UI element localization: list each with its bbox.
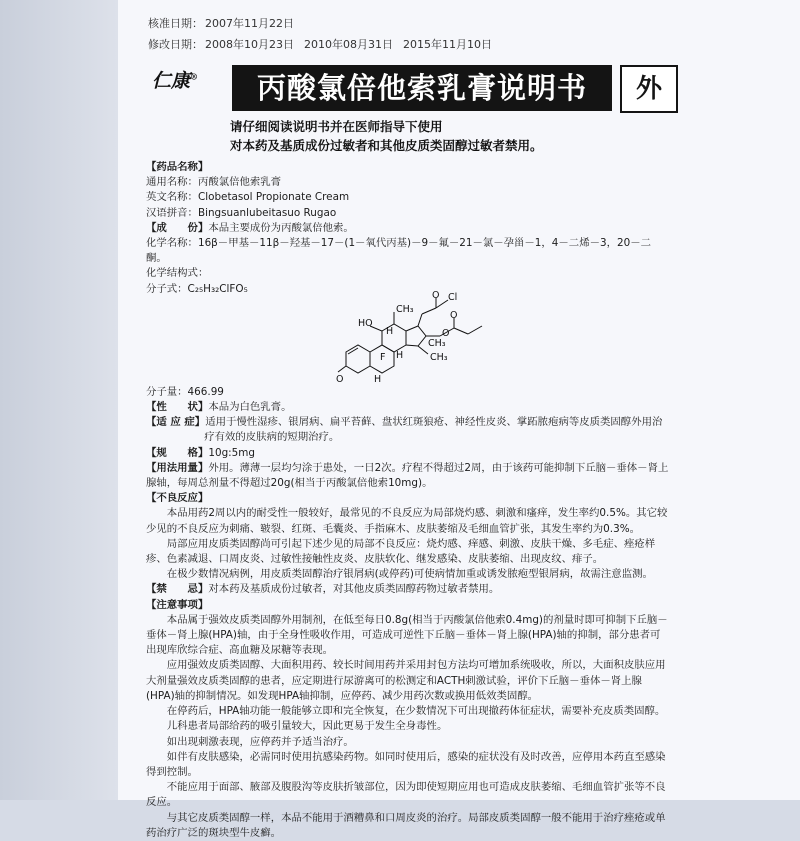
chemical-name: 化学名称：16β－甲基－11β－羟基－17－(1－氧代丙基)－9－氟－21－氯－孕甾－1，4－二烯－3，20－二酮。: [146, 237, 651, 265]
precautions-para-8: 与其它皮质类固醇一样，本品不能用于酒糟鼻和口周皮炎的治疗。局部皮质类固醇一般不能用于治疗痤疮或单药治疗广泛的斑块型牛皮癣。: [146, 811, 666, 839]
background-left-edge: [0, 0, 118, 800]
structure-atom-ch3-a: CH₃: [396, 303, 414, 315]
structure-atom-h3: H: [374, 373, 382, 385]
adverse-para-2: 局部应用皮质类固醇尚可引起下述少见的局部不良反应：烧灼感、痒感、刺激、皮肤干燥、多毛症、痤疮样疹、色素减退、口周皮炎、过敏性接触性皮炎、皮肤软化、继发感染、皮肤萎缩、出现皮纹、痱子。: [146, 537, 656, 566]
adverse-heading: 【不良反应】: [146, 492, 209, 505]
molecular-formula: 分子式：C₂₅H₃₂ClFO₅: [146, 282, 248, 295]
precautions-para-1: 本品属于强效皮质类固醇外用制剂，在低至每日0.8g(相当于丙酸氯倍他索0.4mg)的剂量时即可抑制下丘脑－垂体－肾上腺(HPA)轴，由于全身性吸收作用，可造成可逆性下丘脑－垂体－肾上腺(HPA)轴的抑制，部分患者可出现库欣综合症、高血糖及尿糖等表现。: [146, 613, 668, 657]
structure-atom-ho: HO: [358, 317, 373, 329]
structure-atom-o4: O: [450, 309, 458, 321]
usage-warning: [230, 117, 543, 155]
indications-section: [146, 415, 670, 445]
structure-atom-ch3-c: CH₃: [430, 351, 448, 363]
spec-heading: 【规 格】: [146, 446, 209, 459]
adverse-para-1: 本品用药2周以内的耐受性一般较好，最常见的不良反应为局部烧灼感、刺激和瘙痒，发生率约0.5%。其它较少见的不良反应为刺痛、皲裂、红斑、毛囊炎、手指麻木、皮肤萎缩及毛细血管扩张，其发生率约为0.3%。: [146, 507, 668, 535]
composition-text: 本品主要成份为丙酸氯倍他索。: [208, 221, 354, 234]
composition-heading: 【成 份】: [146, 221, 209, 234]
revise-date-2: 2010年08月31日: [304, 38, 393, 51]
structure-atom-o2: O: [432, 289, 440, 301]
precautions-para-6: 如伴有皮肤感染，必需同时使用抗感染药物。如同时使用后，感染的症状没有及时改善，应停用本药直至感染得到控制。: [146, 750, 666, 778]
appearance-heading: 【性 状】: [146, 401, 209, 414]
precautions-para-7: 不能应用于面部、腋部及腹股沟等皮肤折皱部位，因为即使短期应用也可造成皮肤萎缩、毛细血管扩张等不良反应。: [146, 781, 666, 809]
indications-heading: 【适 应 症】: [146, 416, 206, 429]
appearance-section: [146, 400, 670, 415]
usage-section: [146, 461, 670, 491]
structure-atom-cl: Cl: [448, 291, 458, 303]
brand-logo: [152, 66, 198, 93]
contra-text: 对本药及基质成份过敏者，对其他皮质类固醇药物过敏者禁用。: [208, 583, 500, 596]
precautions-para-2: 应用强效皮质类固醇、大面积用药、较长时间用药并采用封包方法均可增加系统吸收，所以，大面积皮肤应用大剂量强效皮质类固醇的患者，应定期进行尿游离可的松测定和ACTH刺激试验，评价下丘脑－垂体－肾上腺(HPA)轴的抑制情况。如发现HPA轴抑制，应停药、减少用药次数或换用低效类固醇。: [146, 659, 666, 702]
generic-name: 通用名称：丙酸氯倍他索乳膏: [146, 176, 282, 189]
pinyin-name: 汉语拼音：Bingsuanlubeitasuo Rugao: [146, 206, 337, 219]
spec-section: [146, 446, 670, 461]
approve-label: 核准日期：: [148, 17, 203, 30]
leaflet-body: [146, 160, 670, 841]
warning-line-1: 请仔细阅读说明书并在医师指导下使用: [230, 119, 443, 134]
drug-name-heading: 【药品名称】: [146, 161, 209, 173]
chemical-structure: [146, 289, 670, 385]
structure-atom-h2: H: [396, 349, 404, 361]
revise-label: 修改日期：: [148, 38, 203, 51]
revise-date-1: 2008年10月23日: [205, 38, 294, 51]
external-use-mark: 外: [620, 65, 678, 113]
approve-date-row: [148, 13, 492, 34]
precautions-para-3: 在停药后，HPA轴功能一般能够立即和完全恢复，在少数情况下可出现撤药体征症状，需要补充皮质类固醇。: [166, 705, 666, 718]
usage-text: 外用。薄薄一层均匀涂于患处，一日2次。疗程不得超过2周，由于该药可能抑制下丘脑－垂体－肾上腺轴，每周总剂量不得超过20g(相当于丙酸氯倍他索10mg)。: [146, 461, 669, 490]
composition-section: [146, 221, 670, 236]
usage-heading: 【用法用量】: [146, 461, 209, 474]
warning-line-2: 对本药及基质成份过敏者和其他皮质类固醇过敏者禁用。: [230, 138, 543, 153]
structure-atom-ch3-b: CH₃: [428, 337, 446, 349]
revise-date-3: 2015年11月10日: [403, 38, 492, 51]
structure-diagram: [336, 290, 576, 390]
contra-section: [146, 582, 670, 597]
precautions-heading: 【注意事项】: [146, 598, 209, 611]
appearance-text: 本品为白色乳膏。: [208, 401, 292, 414]
approve-date: 2007年11月22日: [205, 17, 294, 30]
molecular-weight: 分子量：466.99: [146, 385, 224, 398]
precautions-para-5: 如出现刺激表现，应停药并予适当治疗。: [166, 735, 354, 748]
document-title: 丙酸氯倍他索乳膏说明书: [232, 65, 612, 111]
english-name: 英文名称：Clobetasol Propionate Cream: [146, 191, 350, 204]
precautions-para-4: 儿科患者局部给药的吸引量较大，因此更易于发生全身毒性。: [166, 720, 448, 733]
structure-atom-o1: O: [336, 373, 344, 385]
revision-dates: [148, 13, 492, 55]
structure-label: 化学结构式：: [146, 267, 209, 280]
adverse-para-3: 在极少数情况病例，用皮质类固醇治疗银屑病(或停药)可使病情加重或诱发脓疱型银屑病，故需注意监测。: [166, 568, 653, 581]
spec-text: 10g:5mg: [208, 446, 255, 459]
contra-heading: 【禁 忌】: [146, 583, 209, 596]
structure-atom-f: F: [380, 351, 386, 363]
structure-atom-h1: H: [386, 325, 394, 337]
structure-atom-o3: O: [442, 327, 450, 339]
indications-text: 适用于慢性湿疹、银屑病、扁平苔藓、盘状红斑狼疮、神经性皮炎、掌跖脓疱病等皮质类固醇外用治疗有效的皮肤病的短期治疗。: [204, 416, 663, 444]
brand-name: 仁康: [152, 70, 191, 92]
registered-mark: ®: [190, 71, 199, 82]
revise-date-row: [148, 34, 492, 55]
